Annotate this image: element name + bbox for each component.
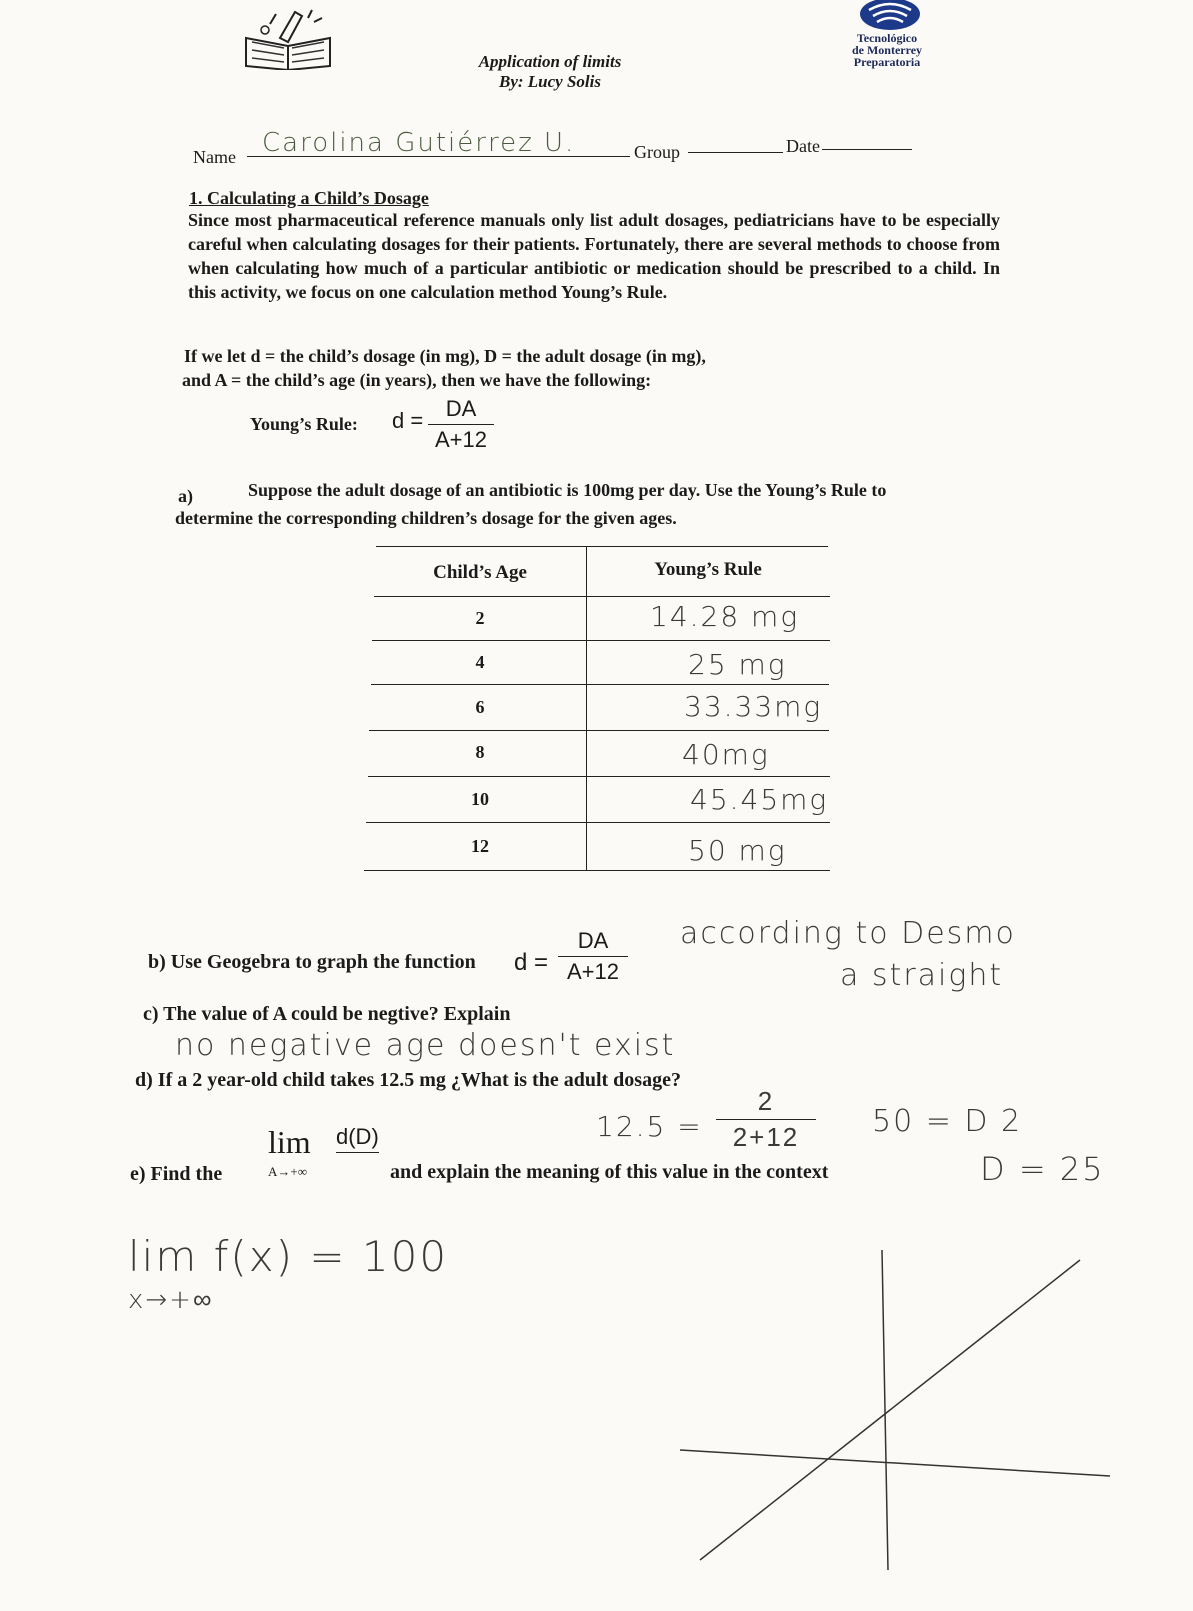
part-b-denominator: A+12 xyxy=(567,959,619,984)
part-b-text: b) Use Geogebra to graph the function xyxy=(148,951,476,973)
school-logo-text xyxy=(822,32,952,68)
part-d-work-denominator: 2+12 xyxy=(732,1122,800,1152)
rule-numerator: DA xyxy=(445,396,477,421)
part-e-answer-sub: x→+∞ xyxy=(128,1285,214,1315)
sketch-line xyxy=(700,1260,1080,1560)
definitions-line1: If we let d = the child’s dosage (in mg), D = the adult dosage (in mg), xyxy=(184,346,706,366)
part-b-answer-line1: according to Desmo xyxy=(680,916,1016,951)
part-d-work-right2: D = 25 xyxy=(980,1150,1105,1188)
group-label: Group xyxy=(634,142,680,162)
table-row-age: 8 xyxy=(475,742,485,762)
table-row-age: 12 xyxy=(471,836,489,856)
part-e-sub: A→+∞ xyxy=(268,1164,307,1179)
name-label: Name xyxy=(193,147,236,167)
school-name-line2: de Monterrey xyxy=(851,43,923,57)
part-e-answer-lim: lim f(x) = 100 xyxy=(128,1232,449,1281)
table-row-age: 2 xyxy=(475,608,485,628)
section-title: 1. Calculating a Child’s Dosage xyxy=(189,188,429,208)
document-author: By: Lucy Solis xyxy=(499,72,601,91)
part-e-suffix: and explain the meaning of this value in the context xyxy=(390,1161,829,1183)
date-label: Date xyxy=(786,136,820,156)
part-d-work-fraction xyxy=(716,1086,816,1153)
rule-label: Young’s Rule: xyxy=(250,414,358,434)
table-header-age: Child’s Age xyxy=(433,562,527,583)
part-d-work-right1: 50 = D 2 xyxy=(872,1104,1023,1139)
definitions-line2: and A = the child’s age (in years), then we have the following: xyxy=(182,370,652,390)
table-row-answer: 45.45mg xyxy=(690,783,829,816)
part-b-var: d = xyxy=(514,949,549,976)
table-row-age: 4 xyxy=(475,652,485,672)
table-row-answer: 14.28 mg xyxy=(650,600,800,633)
sketch-graph xyxy=(670,1240,1120,1580)
part-d-text: d) If a 2 year-old child takes 12.5 mg ¿What is the adult dosage? xyxy=(135,1069,681,1091)
school-crest-icon xyxy=(855,0,925,32)
part-e-func: d(D) xyxy=(336,1124,379,1153)
rule-var: d = xyxy=(392,408,424,433)
table-header-rule: Young’s Rule xyxy=(654,559,762,580)
document-title: Application of limits xyxy=(478,52,622,71)
name-value: Carolina Gutiérrez U. xyxy=(262,128,576,158)
part-b-fraction xyxy=(558,928,628,985)
table-row-answer: 40mg xyxy=(682,738,770,771)
part-d-work-numerator: 2 xyxy=(757,1086,775,1116)
part-c-text: c) The value of A could be negtive? Explain xyxy=(143,1003,511,1025)
rule-fraction xyxy=(428,396,494,453)
part-b-answer-line2: a straight xyxy=(840,958,1004,993)
table-row-age: 10 xyxy=(471,789,489,809)
table-row-answer: 33.33mg xyxy=(684,690,823,723)
table-row-age: 6 xyxy=(475,697,485,717)
sketch-x-axis xyxy=(680,1450,1110,1476)
part-a-line1: Suppose the adult dosage of an antibiotic is 100mg per day. Use the Young’s Rule to xyxy=(248,480,887,500)
part-b-numerator: DA xyxy=(577,928,609,953)
part-a-label: a) xyxy=(178,486,193,506)
part-c-answer: no negative age doesn't exist xyxy=(175,1028,676,1063)
part-e-lim: lim xyxy=(268,1124,311,1160)
section-intro: Since most pharmaceutical reference manuals only list adult dosages, pediatricians have to be especially careful when calculating dosages for their patients. Fortunately, there are several methods to choose from when calculating how much of a particular antibiotic or medication should be prescribed to a child. In this activity, we focus on one calculation method Young’s Rule. xyxy=(188,210,1000,302)
part-a-line2: determine the corresponding children’s dosage for the given ages. xyxy=(175,508,677,528)
part-d-work-lhs: 12.5 = xyxy=(596,1110,703,1143)
table-row-answer: 25 mg xyxy=(688,648,787,681)
part-e-prefix: e) Find the xyxy=(130,1163,223,1185)
table-row-answer: 50 mg xyxy=(688,834,787,867)
school-name-line3: Preparatoria xyxy=(853,55,921,69)
sketch-y-axis xyxy=(882,1250,888,1570)
school-name-line1: Tecnológico xyxy=(856,31,918,45)
rule-denominator: A+12 xyxy=(435,427,487,452)
